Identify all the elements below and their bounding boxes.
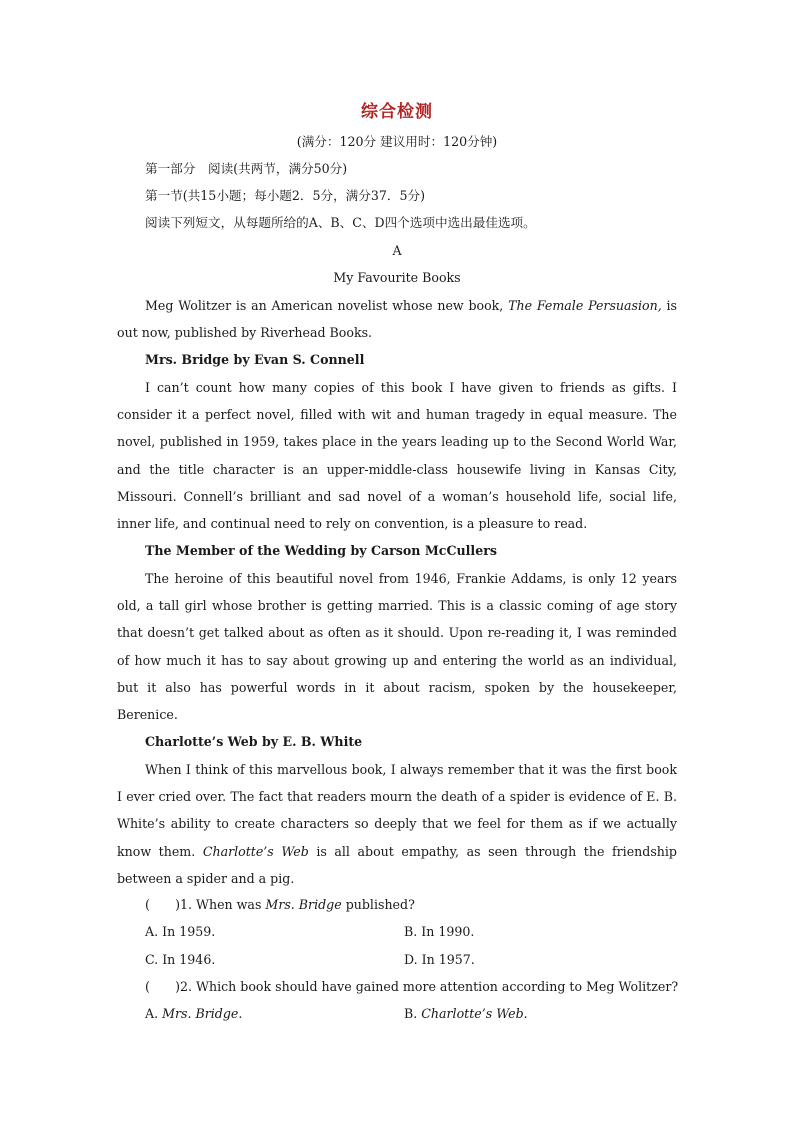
- book-heading-charlottes-web: Charlotte’s Web by E. B. White: [145, 734, 363, 749]
- charlotte-book-title: Charlotte’s Web: [202, 843, 309, 859]
- question-2-option-a: [145, 1006, 242, 1022]
- passage-letter: A: [392, 243, 402, 258]
- charlotte-text-end: is all about empathy, as seen through the friendship between a spider and a pig.: [117, 843, 677, 886]
- book-heading-mrs-bridge: Mrs. Bridge by Evan S. Connell: [145, 352, 365, 367]
- question-1-suffix: published?: [341, 897, 415, 912]
- intro-text-start: Meg Wolitzer is an American novelist whose new book,: [145, 298, 509, 313]
- question-1-option-c: C. In 1946.: [145, 952, 216, 967]
- instruction-text: 阅读下列短文，从每题所给的A、B、C、D四个选项中选出最佳选项。: [145, 215, 536, 230]
- passage-title: My Favourite Books: [333, 270, 461, 285]
- question-2-option-b-label: B.: [404, 1006, 422, 1021]
- question-1-option-d: D. In 1957.: [404, 952, 475, 967]
- question-1-option-b: B. In 1990.: [404, 924, 475, 939]
- question-1: [145, 897, 415, 913]
- question-1-prefix: ( )1. When was: [145, 897, 266, 912]
- question-2: ( )2. Which book should have gained more attention according to Meg Wolitzer?: [145, 979, 679, 994]
- book-text-mrs-bridge: I can’t count how many copies of this book I have given to friends as gifts. I consider it a perfect novel, filled with wit and human tragedy in equal measure. The novel, published in 1959, takes place in the years leading up to the Second World War, and the title character is an upper-middle-class housewife living in Kansas City, Missouri. Connell’s brilliant and sad novel of a woman’s household life, social life, inner life, and continual need to rely on convention, is a pleasure to read.: [117, 380, 677, 532]
- intro-text-end: is out now, published by Riverhead Books.: [117, 298, 678, 341]
- question-2-option-a-label: A.: [145, 1006, 163, 1021]
- question-2-option-b-book: Charlotte’s Web.: [421, 1006, 528, 1021]
- page-title: 综合检测: [361, 102, 433, 122]
- book-heading-member-of-wedding: The Member of the Wedding by Carson McCullers: [145, 543, 497, 558]
- passage-intro: [117, 292, 677, 346]
- book-text-member-of-wedding: The heroine of this beautiful novel from 1946, Frankie Addams, is only 12 years old, a tall girl whose brother is getting married. This is a classic coming of age story that doesn’t get talked about as often as it should. Upon re-reading it, I was reminded of how much it has to say about growing up and entering the world as an individual, but it also has powerful words in it about racism, spoken by the housekeeper, Berenice.: [117, 571, 677, 723]
- book-text-charlottes-web: [117, 756, 677, 892]
- score-time-note: (满分：120分 建议用时：120分钟): [296, 134, 498, 149]
- section-heading: 第一节(共15小题；每小题2．5分，满分37．5分): [145, 188, 426, 203]
- question-2-option-b: [404, 1006, 528, 1022]
- question-1-option-a: A. In 1959.: [145, 924, 216, 939]
- part-heading: 第一部分 阅读(共两节，满分50分): [145, 161, 348, 176]
- charlotte-text-start: When I think of this marvellous book, I always remember that it was the first book I ever cried over. The fact that readers mourn the death of a spider is evidence of E. B. White’s ability to create characters so deeply that we feel for them as if we actually know them.: [117, 762, 677, 859]
- question-1-book: Mrs. Bridge: [265, 897, 342, 912]
- question-2-option-a-book: Mrs. Bridge.: [162, 1006, 243, 1021]
- intro-book-title: The Female Persuasion,: [508, 298, 662, 313]
